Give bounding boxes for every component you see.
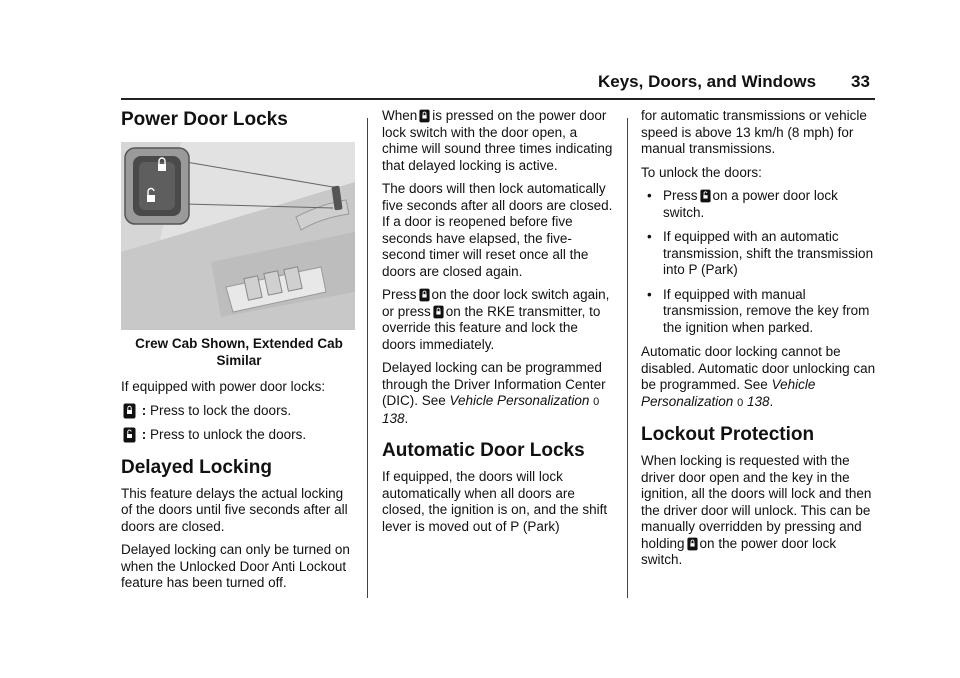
lock-icon (433, 305, 444, 319)
door-lock-switch-illustration (121, 142, 355, 330)
page-ref-arrow: 0 (737, 396, 744, 409)
lock-icon (123, 403, 136, 419)
lock-icon (687, 537, 698, 551)
list-item: • If equipped with manual transmission, remove the key from the ignition when parked. (647, 286, 870, 335)
unlock-instruction: : Press to unlock the doors. (121, 427, 357, 444)
power-door-locks-heading: Power Door Locks (121, 109, 288, 130)
column-divider (627, 118, 628, 598)
section-title: Keys, Doors, and Windows (598, 72, 817, 91)
list-item: • If equipped with an automatic transmission, shift the transmission into P (Park) (647, 229, 874, 277)
page-number: 33 (851, 72, 870, 91)
lock-icon (419, 288, 430, 302)
lock-icon (419, 109, 430, 123)
header-rule (121, 98, 875, 100)
figure-caption: Crew Cab Shown, Extended Cab Similar (135, 336, 343, 368)
column-2 (382, 108, 614, 542)
chime-paragraph: When is pressed on the power door lock switch with the door open, a chime will sound three times indicating that delayed locking is active. (382, 108, 613, 173)
list-item: • Press on a power door lock switch. (647, 188, 838, 220)
lock-instruction: : Press to lock the doors. (121, 403, 357, 420)
lockout-paragraph: When locking is requested with the driver door open and the key in the ignition, all the doors will lock and then the driver door will unlock. This can be manually overridden by pressing and holding on the power door lock switch. (641, 453, 872, 567)
page-ref-arrow: 0 (593, 396, 600, 408)
unlocking-programmable-paragraph: Automatic door locking cannot be disabled. Automatic door unlocking can be programmed. See Vehicle Personalization 0 138. (641, 344, 876, 409)
delayed-locking-heading: Delayed Locking (121, 456, 272, 478)
delayed-paragraph-1: This feature delays the actual locking of the doors until five seconds after all doors are closed. (121, 485, 348, 534)
unlock-intro: To unlock the doors: (641, 164, 762, 180)
automatic-locks-paragraph: If equipped, the doors will lock automatically when all doors are closed, the ignition is on, and the shift lever is moved out of P (Park) (382, 469, 608, 534)
page-ref[interactable]: 138 (746, 393, 770, 409)
auto-lock-paragraph: The doors will then lock automatically five seconds after all doors are closed. If a door is reopened before five seconds have elapsed, the five-second timer will reset once all the doors are closed again. (382, 181, 613, 279)
automatic-door-locks-heading: Automatic Door Locks (382, 440, 585, 461)
lockout-protection-heading: Lockout Protection (641, 424, 815, 445)
page-ref[interactable]: 138 (382, 410, 405, 426)
unlock-icon (123, 427, 136, 443)
vehicle-personalization-link[interactable]: Vehicle Personalization (449, 393, 590, 408)
dic-paragraph: Delayed locking can be programmed through the Driver Information Center (DIC). See Vehicle Personalization 0 138. (382, 360, 606, 426)
unlock-icon (700, 189, 711, 203)
delayed-paragraph-2: Delayed locking can only be turned on when the Unlocked Door Anti Lockout feature has been turned off. (121, 542, 350, 590)
vehicle-personalization-link[interactable]: Vehicle Personalization (641, 377, 816, 409)
override-paragraph: Press on the door lock switch again, or press on the RKE transmitter, to override this feature and lock the doors immediately. (382, 287, 610, 352)
column-3 (641, 108, 877, 576)
column-divider (367, 118, 368, 598)
intro-text: If equipped with power door locks: (121, 379, 326, 394)
column-1 (121, 108, 357, 599)
transmission-paragraph: for automatic transmissions or vehicle speed is above 13 km/h (8 mph) for manual transmissions. (641, 108, 867, 156)
